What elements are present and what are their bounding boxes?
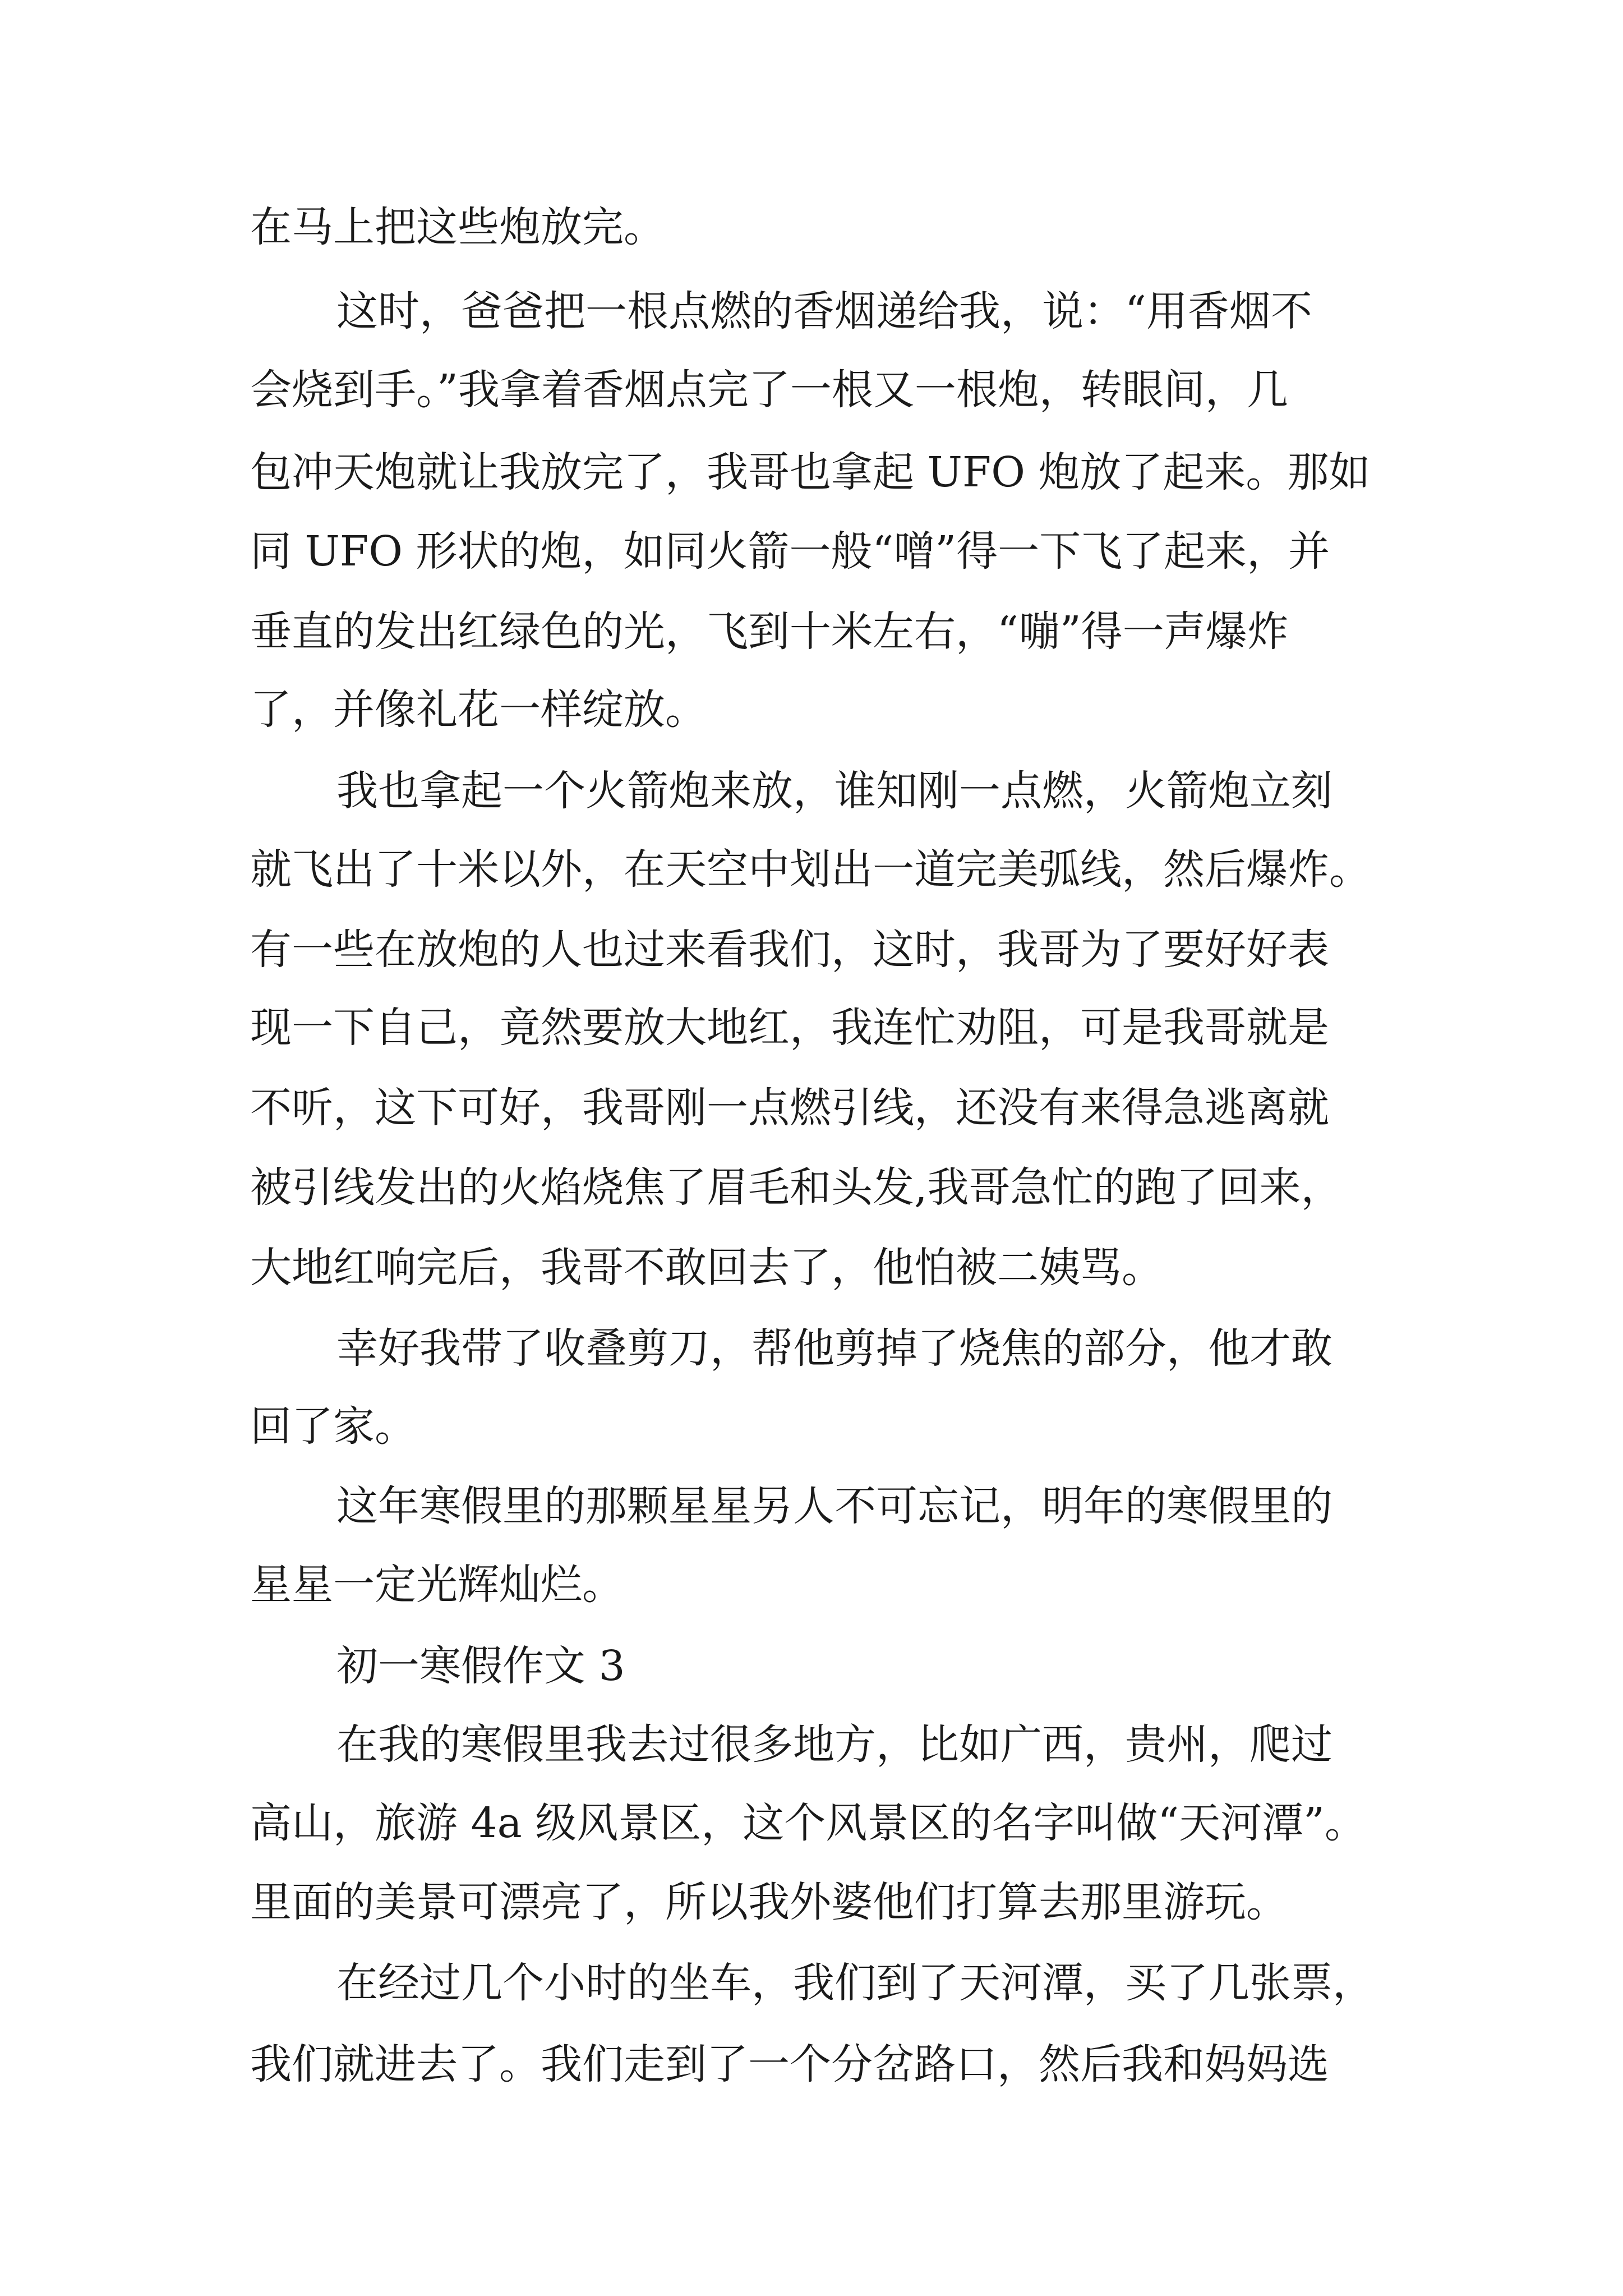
text-line: 现一下自己，竟然要放大地红，我连忙劝阻，可是我哥就是 [250, 1004, 1329, 1052]
text-line: 幸好我带了收叠剪刀，帮他剪掉了烧焦的部分，他才敢 [336, 1324, 1332, 1373]
text-line: 同 UFO 形状的炮，如同火箭一般“噌”得一下飞了起来，并 [250, 527, 1330, 576]
text-line: 垂直的发出红绿色的光，飞到十米左右，“嘣”得一声爆炸 [250, 608, 1289, 656]
text-line: 我们就进去了。我们走到了一个分岔路口，然后我和妈妈选 [250, 2040, 1329, 2088]
text-line: 星星一定光辉灿烂。 [250, 1561, 624, 1609]
text-line: 就飞出了十米以外，在天空中划出一道完美弧线，然后爆炸。 [250, 845, 1371, 894]
text-line: 在我的寒假里我去过很多地方，比如广西，贵州，爬过 [336, 1720, 1332, 1769]
text-line: 这时，爸爸把一根点燃的香烟递给我，说：“用香烟不 [336, 287, 1312, 335]
text-line: 在经过几个小时的坐车，我们到了天河潭，买了几张票， [336, 1959, 1374, 2007]
text-line: 这年寒假里的那颗星星另人不可忘记，明年的寒假里的 [336, 1482, 1332, 1530]
text-line: 我也拿起一个火箭炮来放，谁知刚一点燃，火箭炮立刻 [336, 767, 1332, 815]
text-line: 初一寒假作文 3 [336, 1642, 625, 1690]
text-line: 不听，这下可好，我哥刚一点燃引线，还没有来得急逃离就 [250, 1084, 1329, 1132]
text-line: 高山，旅游 4a 级风景区，这个风景区的名字叫做“天河潭”。 [250, 1799, 1366, 1847]
text-line: 大地红响完后，我哥不敢回去了，他怕被二姨骂。 [250, 1244, 1163, 1292]
text-line: 被引线发出的火焰烧焦了眉毛和头发,我哥急忙的跑了回来， [250, 1163, 1343, 1212]
text-line: 会烧到手。”我拿着香烟点完了一根又一根炮，转眼间，几 [250, 366, 1288, 414]
text-line: 了，并像礼花一样绽放。 [250, 685, 707, 734]
text-line: 在马上把这些炮放完。 [250, 203, 665, 251]
text-line: 回了家。 [250, 1402, 416, 1451]
text-line: 里面的美景可漂亮了，所以我外婆他们打算去那里游玩。 [250, 1878, 1288, 1926]
text-line: 包冲天炮就让我放完了，我哥也拿起 UFO 炮放了起来。那如 [250, 448, 1371, 496]
text-line: 有一些在放炮的人也过来看我们，这时，我哥为了要好好表 [250, 926, 1329, 974]
